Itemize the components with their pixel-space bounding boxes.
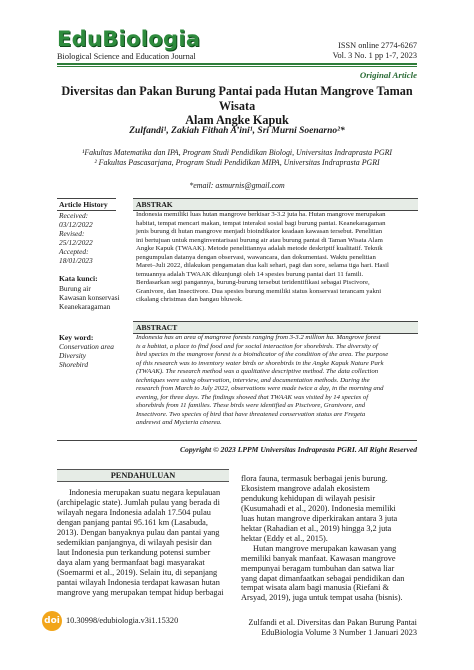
abstract-line: techniques were using observation, interview, and documentation methods. During the (136, 376, 370, 384)
body-line: Hutan mangrove merupakan kawasan yang (253, 543, 397, 553)
body-column-right (241, 474, 419, 603)
kata-kunci-heading: Kata kunci: (59, 274, 98, 283)
body-line: hektar (Eddy et al., 2015). (241, 533, 328, 543)
keywords-heading: Key word: (59, 333, 94, 342)
body-line: hektar (Rahadian et al., 2019) hingga 3,2 juta (241, 523, 392, 533)
header-rule-thin (57, 66, 417, 67)
keyword-item: Diversity (59, 351, 87, 361)
body-line: dengan panjang pantai 95.161 km (Lasabuda, (57, 517, 208, 527)
body-line: pendukung kehidupan di wilayah pesisir (241, 493, 376, 503)
volume-info: Vol. 3 No. 1 pp 1-7, 2023 (332, 51, 417, 60)
abstract-line: (TWAAK). The research method was a qualitative descriptive method. The data collection (136, 368, 379, 376)
title-line: Diversitas dan Pakan Burung Pantai pada Hutan Mangrove Taman Wisata (61, 84, 413, 113)
history-line: Accepted: (59, 247, 89, 257)
body-line: tempat wisata alam bagi manusia (Riefani & (241, 583, 389, 593)
body-column-left (57, 488, 235, 597)
corresponding-email: *email: asmurnis@gmail.com (189, 181, 285, 190)
journal-logo: EduBiologia (57, 27, 201, 51)
affiliation-line: ² Fakultas Pascasarjana, Program Studi Pendidikan MIPA, Universitas Indraprasta PGRI (94, 158, 380, 167)
abstract-heading: ABSTRACT (133, 321, 418, 334)
abstract-line: bird species in the mangrove forest is a bioindicator of the condition of the area. The purpose (136, 351, 389, 359)
abstract-line: Indonesia has an area of mangrove forests ranging from 3-3.2 million ha. Mangrove forest (136, 334, 381, 341)
abstract-line: is a habitat, a place to find food and for social interaction for shorebirds. The diversity of (136, 342, 378, 350)
keyword-item: Burung air (59, 284, 91, 293)
footer-citation: Zulfandi et al. Diversitas dan Pakan Burung Pantai (248, 618, 417, 627)
issn: ISSN online 2774-6267 (338, 41, 417, 50)
history-line: Revised: (59, 229, 85, 239)
article-history-heading: Article History (57, 198, 116, 211)
paper-title (57, 84, 417, 128)
copyright-notice: Copyright © 2023 LPPM Universitas Indraprasta PGRI. All Right Reserved (179, 445, 417, 454)
body-line: memiliki banyak manfaat. Kawasan mangrove (241, 553, 396, 563)
keyword-item: Shorebird (59, 360, 89, 370)
abstract-line: evening, for three days. The findings showed that TWAAK was visited by 14 species of (136, 393, 369, 401)
body-line: daya alam yang bermanfaat bagi masyarakat (57, 557, 205, 567)
footer-journal: EduBiologia Volume 3 Number 1 Januari 2023 (261, 628, 417, 637)
kata-kunci-list (59, 284, 120, 311)
abstract-line: of this research was to inventory water birds or shorebirds in the Angke Kapuk Nature Park (136, 359, 384, 367)
body-line: wilayah negara Indonesia adalah 17.504 pulau (57, 507, 211, 517)
abstract-line: shorebirds from 11 families. These birds were identified as Piscivore, Granivore, and (136, 402, 366, 410)
body-line: sedemikian panjangnya, di wilayah pesisir dan (57, 537, 212, 547)
abstrak-line: Indonesia memiliki luas hutan mangrove berkisar 3-3.2 juta ha. Hutan mangrove merupakan (136, 211, 386, 218)
doi-icon: doi (42, 611, 62, 631)
abstrak-line: jenis burung di hutan mangrove menjadi bioindikator keadaan kawasan tersebut. Penelitian (136, 228, 383, 236)
body-line: pantai wilayah Indonesia terdapat kawasan hutan (57, 577, 220, 587)
body-line: (Soemarmi et al., 2019). Selain itu, di sepanjang (57, 567, 218, 577)
body-line: (Kusumahadi et al., 2020). Indonesia memiliki (241, 503, 396, 513)
abstrak-line: ini bertujuan untuk menginventarisasi burung air atau burung pantai di Taman Wisata Alam (136, 236, 383, 244)
history-line: 18/01/2023 (59, 256, 93, 266)
abstract-line: research from March to July 2022, observations were made twice a day, in the morning and (136, 385, 384, 393)
abstrak-line: Berdasarkan segi pangannya, burung-burung tersebut teridentifikasi sebagai Piscivore, (136, 279, 370, 287)
keyword-item: Kawasan konservasi (59, 293, 120, 303)
doi-link[interactable]: 10.30998/edubiologia.v3i1.15320 (66, 616, 179, 625)
section-divider (57, 440, 417, 441)
body-line: flora fauna, termasuk berbagai jenis burung. (241, 474, 388, 483)
keywords-list (59, 342, 114, 369)
history-line: 03/12/2022 (59, 220, 93, 230)
abstract-line: andrewsi and Mycteria cinerea. (136, 419, 222, 427)
history-line: 25/12/2022 (59, 238, 93, 248)
body-line: (archipelagic state). Jumlah pulau yang berada di (57, 497, 220, 507)
body-line: laut Indonesia pun terkandung potensi sumber (57, 547, 211, 557)
abstrak-line: Granivore, dan Insectivore. Dua spesies burung memiliki status konservasi terancam yakni (136, 287, 382, 295)
body-line: mempunyai beragam tumbuhan dan satwa liar (241, 563, 395, 573)
abstract-text (136, 334, 416, 428)
abstrak-line: cikalang christmas dan bangau bluwok. (136, 296, 243, 304)
abstrak-line: temuannya adalah TWAAK dikunjungi oleh 14 spesies burung pantai dari 11 famili. (136, 270, 364, 278)
body-line: Indonesia merupakan suatu negara kepulauan (69, 488, 221, 497)
abstrak-line: habitat, tempat mencari makan, tempat interaksi sosial bagi burung pantai. Keanekaragaman (136, 219, 386, 227)
body-line: Ekosistem mangrove adalah ekosistem (241, 483, 370, 493)
body-line: luas hutan mangrove diperkirakan antara 3 juta (241, 513, 398, 523)
body-line: yang dapat dimanfaatkan sebagai pendidikan dan (241, 573, 405, 583)
abstrak-text (136, 211, 416, 305)
journal-subtitle: Biological Science and Education Journal (57, 52, 196, 61)
affiliations (57, 148, 417, 168)
body-line: Arsyad, 2019), juga untuk tempat usaha (bisnis). (241, 593, 403, 603)
body-line: mangrove yang merupakan tempat hidup berbagai (57, 587, 224, 597)
abstrak-line: pengumpulan datanya dengan observasi, wawancara, dan dokumentasi. Waktu penelitian (136, 253, 376, 261)
abstract-line: Insectivore. Two species of bird that have threatened conservation status are Fregeta (136, 410, 366, 418)
keyword-item: Keanekaragaman (59, 302, 111, 312)
header-rule (57, 63, 417, 65)
authors: Zulfandi¹, Zakiah Fithah A’ini¹, Sri Murni Soenarno²* (129, 126, 345, 136)
abstrak-line: Maret–Juli 2022, dilakukan pengamatan dua kali sehari, pagi dan sore, selama tiga hari. Hasil (136, 262, 389, 270)
abstrak-line: Angke Kapuk (TWAAK). Metode penelitiannya adalah metode deskriptif kualitatif. Teknik (136, 245, 383, 253)
section-heading-pendahuluan: PENDAHULUAN (57, 469, 229, 482)
body-line: 2013). Dengan banyaknya pulau dan pantai yang (57, 527, 220, 537)
affiliation-line: ¹Fakultas Matematika dan IPA, Program Studi Pendidikan Biologi, Universitas Indraprasta PGRI (81, 148, 393, 157)
history-line: Received: (59, 211, 89, 220)
keyword-item: Conservation area (59, 342, 114, 351)
article-history (59, 211, 119, 266)
title-line: Alam Angke Kapuk (185, 113, 289, 127)
abstrak-heading: ABSTRAK (133, 198, 418, 211)
article-type: Original Article (359, 70, 417, 80)
